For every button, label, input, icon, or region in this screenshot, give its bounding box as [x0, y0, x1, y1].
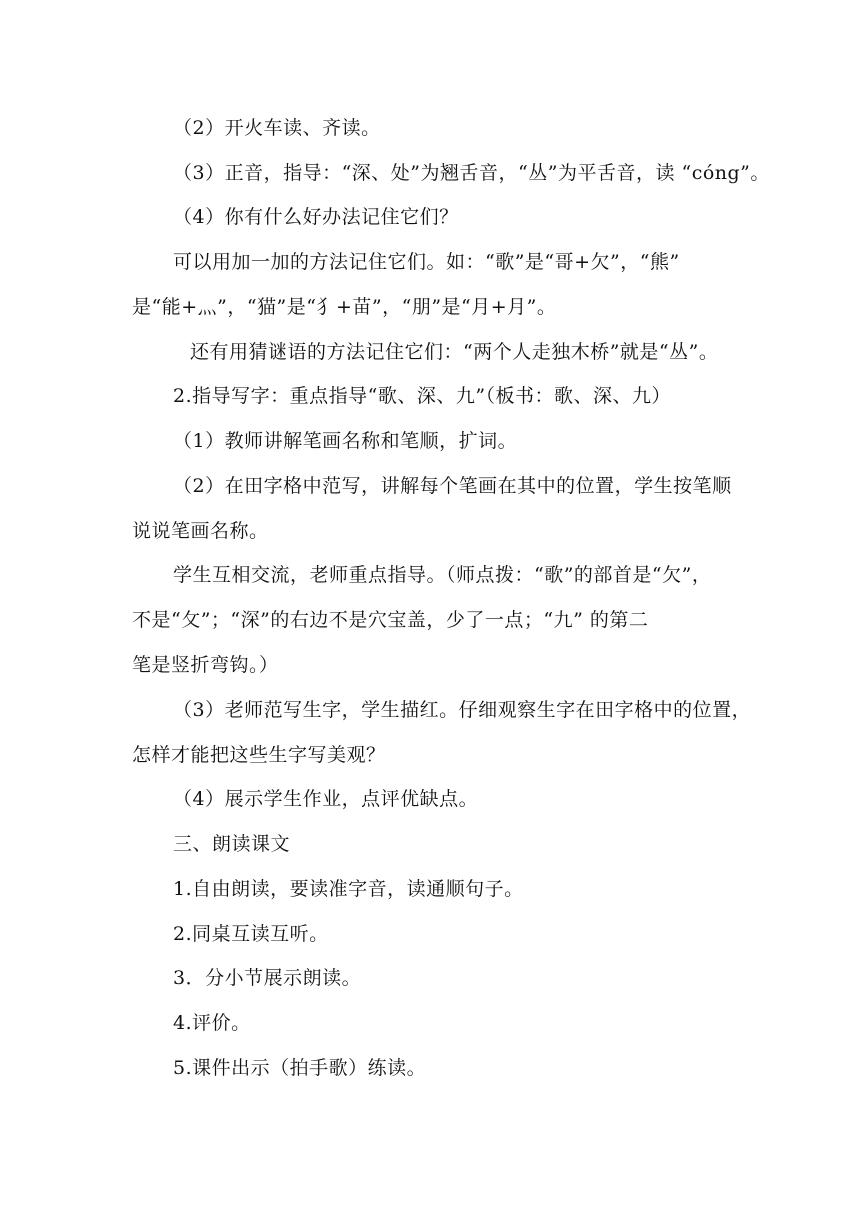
text-line-4: 可以用加一加的方法记住它们。如：“歌”是“哥+欠”，“熊”: [173, 251, 680, 273]
text-line-8: （1）教师讲解笔画名称和笔顺，扩词。: [173, 430, 518, 452]
text-line-16: （4）展示学生作业，点评优缺点。: [173, 788, 479, 810]
text-line-11: 学生互相交流，老师重点指导。（师点拨：“歌”的部首是“欠”，: [173, 564, 712, 586]
text-line-5: 是“能+灬”，“猫”是“犭+苗”，“朋”是“月+月”。: [132, 296, 557, 318]
text-line-22: 5.课件出示（拍手歌）练读。: [173, 1057, 427, 1079]
text-line-1: （2）开火车读、齐读。: [173, 117, 381, 139]
text-line-6: 还有用猜谜语的方法记住它们：“两个人走独木桥”就是“丛”。: [190, 341, 719, 363]
text-line-7: 2.指导写字：重点指导“歌、深、九”（板书：歌、深、九）: [173, 385, 672, 407]
text-line-10: 说说笔画名称。: [132, 520, 269, 542]
text-line-15: 怎样才能把这些生字写美观？: [132, 744, 386, 766]
text-line-12: 不是“攵”；“深”的右边不是穴宝盖，少了一点；“九” 的第二: [132, 609, 649, 631]
text-line-19: 2.同桌互读互听。: [173, 923, 329, 945]
text-line-9: （2）在田字格中范写，讲解每个笔画在其中的位置，学生按笔顺: [173, 475, 732, 497]
text-line-18: 1.自由朗读，要读准字音，读通顺句子。: [173, 878, 524, 900]
text-line-20: 3．分小节展示朗读。: [173, 967, 362, 989]
text-line-14: （3）老师范写生字，学生描红。仔细观察生字在田字格中的位置，: [173, 699, 752, 721]
text-line-2: （3）正音，指导：“深、处”为翘舌音，“丛”为平舌音，读 “cóng”。: [173, 162, 770, 184]
section-heading: 三、朗读课文: [173, 833, 291, 855]
text-line-21: 4.评价。: [173, 1012, 251, 1034]
text-line-3: （4）你有什么好办法记住它们？: [173, 206, 459, 228]
text-line-13: 笔是竖折弯钩。）: [132, 654, 279, 676]
